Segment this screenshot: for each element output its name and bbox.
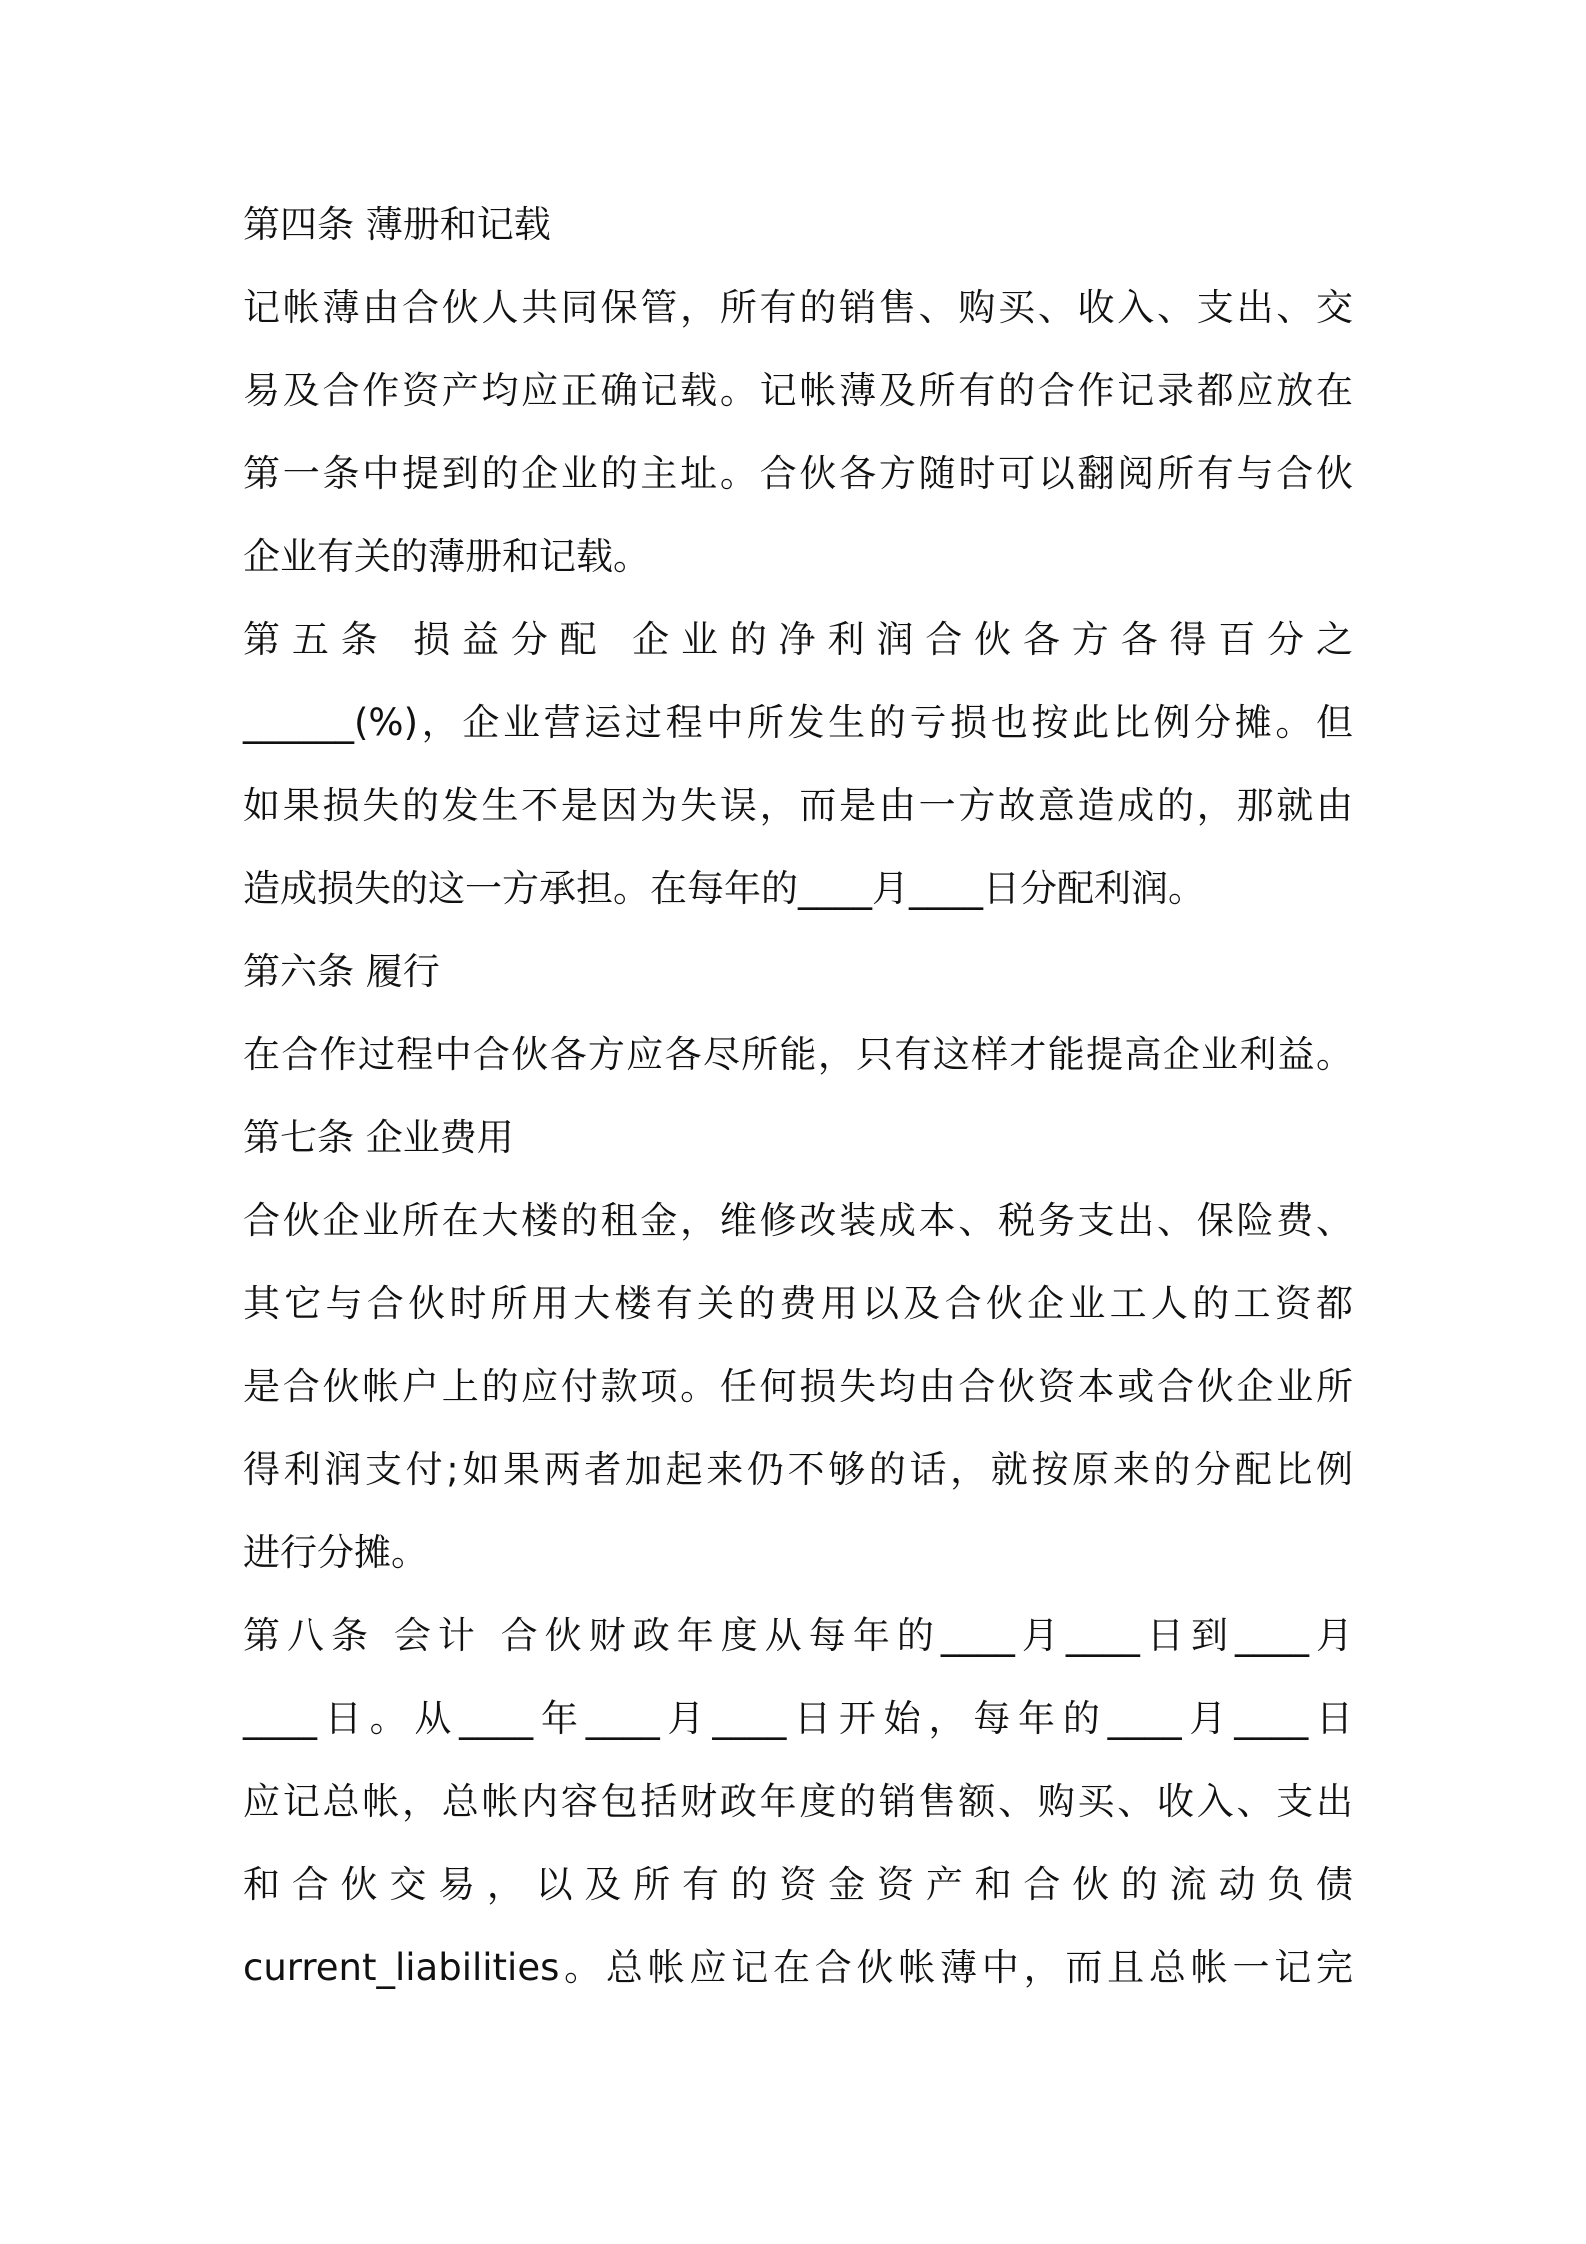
paragraph-line: 和合伙交易，以及所有的资金资产和合伙的流动负债 <box>243 1863 1353 1906</box>
paragraph-line: 在合作过程中合伙各方应各尽所能，只有这样才能提高企业利益。 <box>243 1033 1353 1076</box>
article-5-heading: 第五条 损益分配 企业的净利润合伙各方各得百分之 <box>243 618 1353 661</box>
paragraph-line: ____日。从____年____月____日开始，每年的____月____日 <box>243 1697 1353 1740</box>
paragraph-line: 企业有关的薄册和记载。 <box>243 535 650 578</box>
paragraph-line: 进行分摊。 <box>243 1531 428 1574</box>
article-8-heading: 第八条 会计 合伙财政年度从每年的____月____日到____月 <box>243 1614 1353 1657</box>
paragraph-line: 记帐薄由合伙人共同保管，所有的销售、购买、收入、支出、交 <box>243 286 1353 329</box>
article-7-heading: 第七条 企业费用 <box>243 1116 514 1159</box>
paragraph-line: 第一条中提到的企业的主址。合伙各方随时可以翻阅所有与合伙 <box>243 452 1353 495</box>
paragraph-line: 易及合作资产均应正确记载。记帐薄及所有的合作记录都应放在 <box>243 369 1353 412</box>
document-page <box>243 0 1363 2244</box>
paragraph-line: ______(%)，企业营运过程中所发生的亏损也按此比例分摊。但 <box>243 701 1353 744</box>
article-6-heading: 第六条 履行 <box>243 950 440 993</box>
paragraph-line: 应记总帐，总帐内容包括财政年度的销售额、购买、收入、支出 <box>243 1780 1353 1823</box>
article-4-heading: 第四条 薄册和记载 <box>243 203 551 246</box>
paragraph-line: 其它与合伙时所用大楼有关的费用以及合伙企业工人的工资都 <box>243 1282 1353 1325</box>
paragraph-line: current_liabilities。总帐应记在合伙帐薄中，而且总帐一记完 <box>243 1946 1353 1989</box>
paragraph-line: 造成损失的这一方承担。在每年的____月____日分配利润。 <box>243 867 1205 910</box>
paragraph-line: 如果损失的发生不是因为失误，而是由一方故意造成的，那就由 <box>243 784 1353 827</box>
paragraph-line: 得利润支付;如果两者加起来仍不够的话，就按原来的分配比例 <box>243 1448 1353 1491</box>
paragraph-line: 是合伙帐户上的应付款项。任何损失均由合伙资本或合伙企业所 <box>243 1365 1353 1408</box>
paragraph-line: 合伙企业所在大楼的租金，维修改装成本、税务支出、保险费、 <box>243 1199 1353 1242</box>
